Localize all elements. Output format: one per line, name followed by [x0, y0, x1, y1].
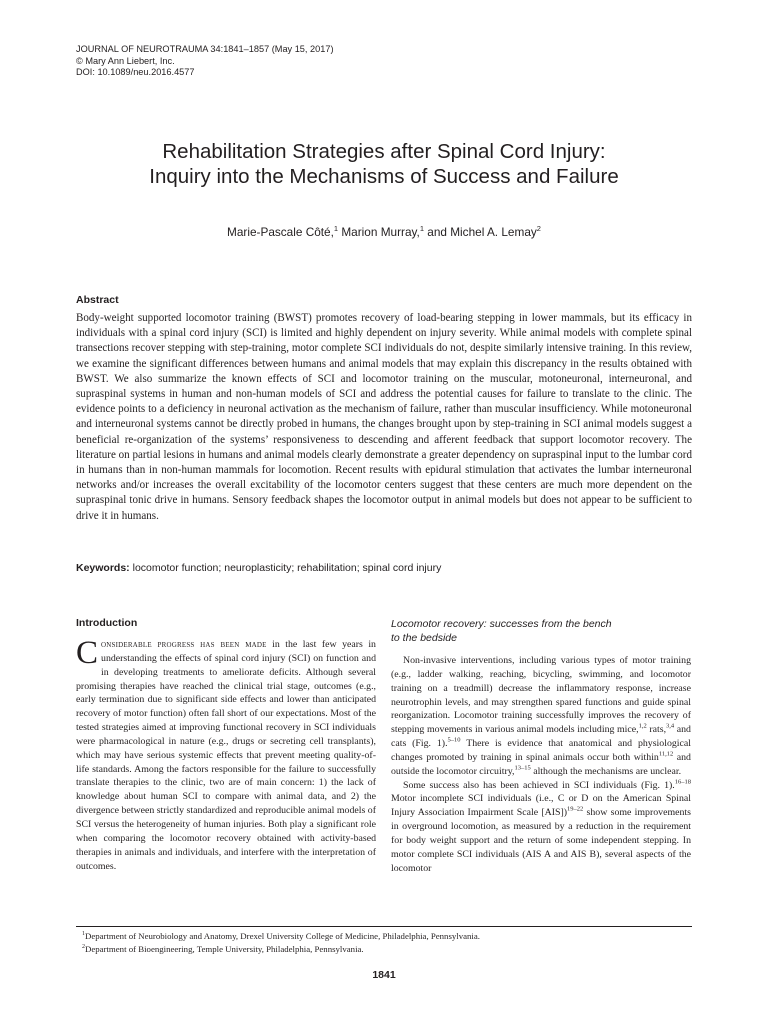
footnote-item: [82, 942, 480, 955]
title-line-2: Inquiry into the Mechanisms of Success and Failure: [149, 164, 619, 188]
locomotor-paragraph-2: [391, 779, 691, 876]
author-name[interactable]: Marie-Pascale Côté,: [227, 224, 334, 239]
footnote-text: Department of Bioengineering, Temple University, Philadelphia, Pennsylvania.: [85, 944, 364, 955]
paragraph-text: rats,: [646, 724, 667, 736]
affiliation-mark: 1: [333, 224, 339, 233]
journal-citation: JOURNAL OF NEUROTRAUMA 34:1841–1857 (May 15, 2017): [76, 44, 334, 54]
author-name[interactable]: Marion Murray,: [341, 224, 420, 239]
paragraph-text: show some improvements in overground locomotion, as measured by a reduction in the requirement for body weight support and the return of some independent stepping. In motor complete SCI individuals (AIS A and AIS B), several aspects of the locomotor: [391, 807, 691, 874]
keywords-list: locomotor function; neuroplasticity; rehabilitation; spinal cord injury: [129, 562, 442, 574]
reference-citation[interactable]: 11,12: [658, 750, 674, 758]
footnote-text: Department of Neurobiology and Anatomy, Drexel University College of Medicine, Philadelphia, Pennsylvania.: [85, 930, 480, 941]
introduction-heading: Introduction: [76, 617, 138, 629]
author-list: [40, 224, 728, 239]
introduction-paragraph: [76, 635, 376, 873]
affiliation-mark: 2: [536, 224, 541, 233]
journal-header: [76, 44, 334, 79]
reference-citation[interactable]: 13–15: [514, 764, 531, 772]
article-title: [40, 140, 728, 189]
locomotor-recovery-heading: [391, 617, 691, 645]
abstract-text: Body-weight supported locomotor training (BWST) promotes recovery of load-bearing stepping in lower mammals, but its efficacy in individuals with a spinal cord injury (SCI) is limited and highly dependent on injury severity. While animal models with complete spinal transections recover stepping with step-training, motor complete SCI individuals do not, despite similarly intensive training. In this review, we examine the significant differences between humans and animal models that may explain this discrepancy in the results obtained with BWST. We also summarize the known effects of SCI and locomotor training on the muscular, motoneuronal, interneuronal, and supraspinal systems in human and non-human models of SCI and address the potential causes for failure to translate to the clinic. The evidence points to a deficiency in neuronal activation as the mechanism of failure, rather than muscular insufficiency. While motoneuronal and interneuronal systems cannot be directly probed in humans, the changes brought upon by step-training in SCI animal models suggest a beneficial re-organization of the systems’ responsiveness to descending and afferent feedback that support locomotor recovery. The literature on partial lesions in humans and animal models clearly demonstrate a greater dependency on supraspinal input to the lumbar cord in humans than in non-human mammals for locomotion. Recent results with epidural stimulation that activates the lumbar interneuronal networks and/or increases the overall excitability of the locomotor centers suggest that these centers are much more dependent on the supraspinal tonic drive in humans. Sensory feedback shapes the locomotor output in animal models but does not appear to be sufficient to drive it in humans.: [76, 312, 692, 522]
reference-citation[interactable]: 5–10: [447, 736, 461, 744]
left-column: [76, 617, 376, 873]
affiliation-mark: 1: [419, 224, 424, 233]
drop-cap: C: [76, 635, 99, 671]
footnotes: [82, 929, 480, 956]
paragraph-text: Some success also has been achieved in SCI individuals (Fig. 1).: [403, 779, 675, 791]
keywords-label: Keywords:: [76, 562, 130, 574]
footnote-divider: [76, 926, 692, 927]
paragraph-text: and outside the locomotor circuitry,: [391, 751, 691, 777]
paragraph-text: Motor incomplete SCI individuals (i.e., C or D on the American Spinal Injury Association Impairment Scale [AIS]): [391, 793, 691, 819]
footnote-mark: 1: [82, 931, 85, 937]
locomotor-paragraph-1: [391, 654, 691, 779]
introduction-text: in the last few years in understanding the effects of spinal cord injury (SCI) on function and in developing treatments to ameliorate deficits. Although several promising therapies have reached the clinical trial stage, outcomes (e.g., early termination due to significant side effects and lower than anticipated recovery of motor function) often fall short of our expectations. Most of the tested strategies aimed at improving functional recovery in SCI individuals were pharmacological in nature (e.g., drugs or secreting cell transplants), which may have serious systemic effects that prevent meeting quality-of-life standards. Among the factors responsible for the failure to successfully translate therapies to the clinic, two are of main concern: 1) the lack of knowledge about human SCI to compare with animal data, and 2) the divergence between strictly standardized and reproducible animal models of SCI versus the heterogeneity of human injuries. Both play a significant role when comparing the locomotor recovery obtained with activity-based therapies in animals and individuals, and interfere with the interpretation of outcomes.: [76, 639, 376, 872]
page-number: 1841: [372, 969, 396, 981]
right-column: [391, 617, 691, 876]
abstract-heading: Abstract: [76, 294, 119, 306]
heading-line-2: to the bedside: [391, 632, 457, 644]
copyright-notice: © Mary Ann Liebert, Inc.: [76, 55, 175, 66]
paragraph-text: Non-invasive interventions, including various types of motor training (e.g., ladder walking, reaching, bicycling, swimming, and locomotor training on a treadmill) decrease the inflammatory response, increase neurotrophin levels, and may strengthen spared functions and guide spinal reorganization. Locomotor training successfully improves the recovery of stepping movements in various animal models including mice,: [391, 655, 691, 736]
paragraph-text: although the mechanisms are unclear.: [530, 765, 682, 777]
reference-citation[interactable]: 3,4: [666, 722, 675, 730]
paragraph-text: There is evidence that anatomical and physiological changes promoted by training in spinal animals occur both within: [391, 738, 691, 763]
author-name[interactable]: and Michel A. Lemay: [427, 224, 537, 239]
doi-link[interactable]: DOI: 10.1089/neu.2016.4577: [76, 67, 195, 77]
footnote-mark: 2: [82, 944, 85, 951]
keywords-line: [76, 562, 441, 574]
reference-citation[interactable]: 16–18: [674, 778, 691, 786]
paragraph-text: and cats (Fig. 1).: [391, 724, 691, 750]
footnote-item: [82, 929, 480, 942]
title-line-1: Rehabilitation Strategies after Spinal Cord Injury:: [162, 140, 606, 163]
heading-line-1: Locomotor recovery: successes from the bench: [391, 618, 612, 630]
lead-in-small-caps: onsiderable progress has been made: [101, 639, 267, 650]
reference-citation[interactable]: 1,2: [638, 722, 647, 730]
reference-citation[interactable]: 19–22: [567, 806, 584, 813]
